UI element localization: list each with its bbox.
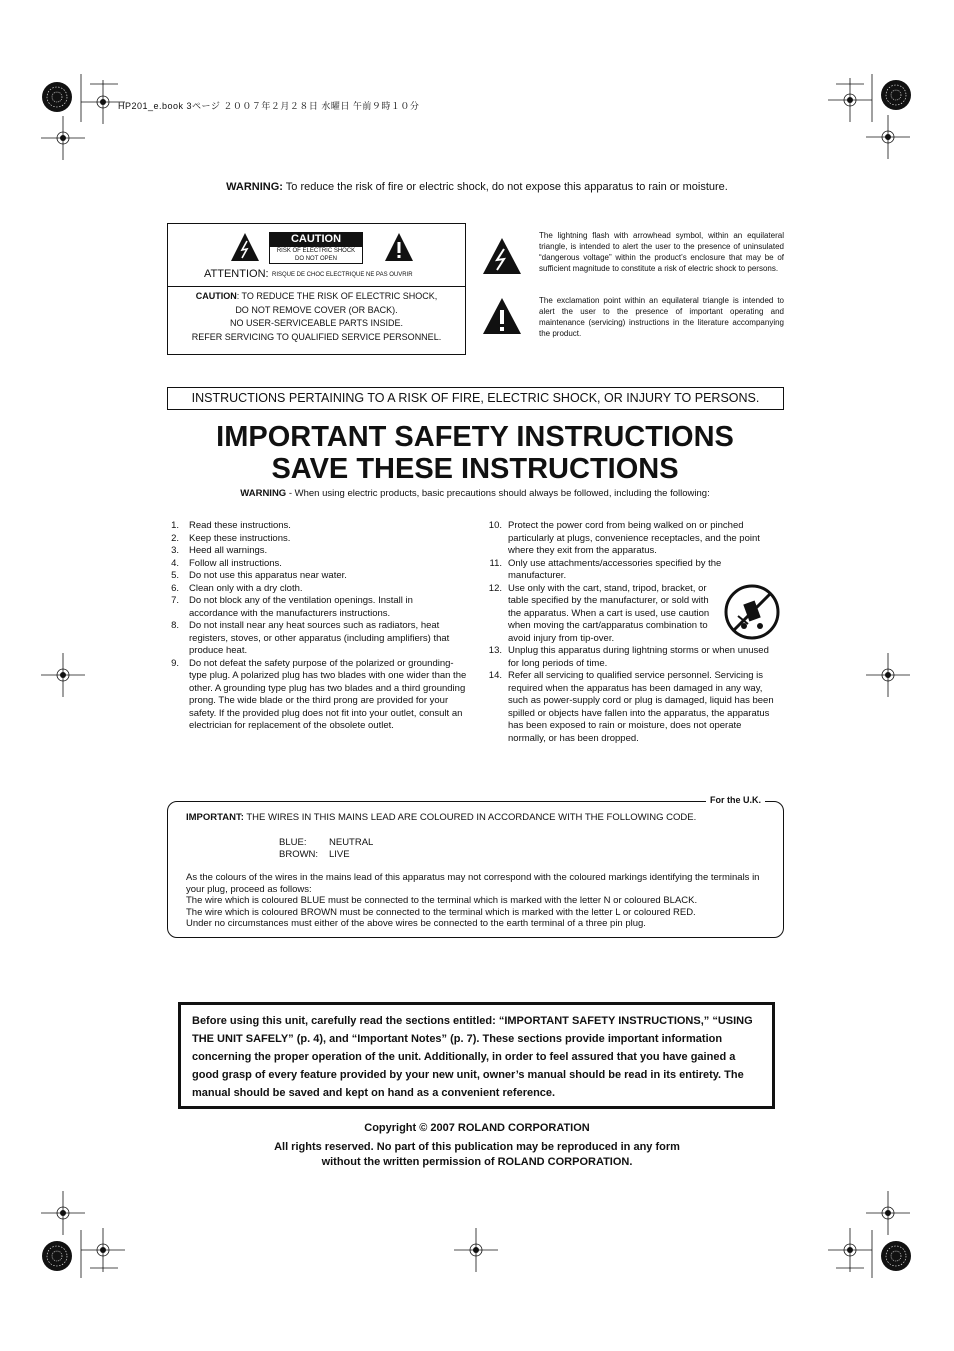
item-text: Do not use this apparatus near water. xyxy=(189,570,347,581)
list-item xyxy=(161,545,471,558)
page-subtitle: SAVE THESE INSTRUCTIONS xyxy=(271,453,679,485)
list-item xyxy=(161,620,471,658)
item-number: 6. xyxy=(171,582,179,594)
cart-tipover-icon xyxy=(724,584,780,640)
list-item xyxy=(161,583,471,596)
rights-line-2: without the written permission of ROLAND CORPORATION. xyxy=(321,1156,633,1168)
risk-label xyxy=(269,246,363,264)
list-item xyxy=(161,570,471,583)
caution-text xyxy=(168,290,465,344)
item-text: Do not defeat the safety purpose of the polarized or grounding-type plug. A polarized plug has two blades with one wider than the other. A grounding type plug has two blades and a third grounding prong. The wide blade or the third prong are provided for your safety. If the provided plug does not fit into your outlet, consult an electrician for replacement of the obsolete outlet. xyxy=(189,657,467,731)
rights-line-1: All rights reserved. No part of this publication may be reproduced in any form xyxy=(274,1141,680,1153)
item-number: 5. xyxy=(171,570,179,581)
list-item xyxy=(480,645,780,670)
item-number: 11. xyxy=(489,557,502,569)
exclamation-triangle-icon xyxy=(482,297,522,335)
exclamation-triangle-icon xyxy=(384,232,414,262)
lightning-explanation: The lightning flash with arrowhead symbol, within an equilateral triangle, is intended to alert the user to the presence of uninsulated “dangerous voltage” within the product’s enclosure that may be of sufficient magnitude to constitute a risk of electric shock to persons. xyxy=(539,231,784,273)
exclamation-explanation: The exclamation point within an equilateral triangle is intended to alert the user to the presence of important operating and maintenance (servicing) instructions in the literature accompanying the product. xyxy=(539,296,784,338)
item-text: Use only with the cart, stand, tripod, bracket, or table specified by the manufacturer, or sold with the apparatus. When a cart is used, use caution when moving the cart/apparatus combination to avoid injury from tip-over. xyxy=(508,582,710,644)
item-number: 10. xyxy=(488,520,502,531)
item-number: 1. xyxy=(171,520,179,531)
wire-brown-value: LIVE xyxy=(329,849,350,860)
caution-line-3: NO USER-SERVICEABLE PARTS INSIDE. xyxy=(229,318,404,328)
caution-line-4: REFER SERVICING TO QUALIFIED SERVICE PERSONNEL. xyxy=(191,331,442,342)
pertaining-banner: INSTRUCTIONS PERTAINING TO A RISK OF FIRE, ELECTRIC SHOCK, OR INJURY TO PERSONS. xyxy=(167,387,784,410)
risque-label: RISQUE DE CHOC ELECTRIQUE NE PAS OUVRIR xyxy=(272,272,413,278)
risk-line-2: DO NOT OPEN xyxy=(295,256,337,262)
item-number: 13. xyxy=(488,645,502,656)
item-number: 14. xyxy=(488,670,502,681)
lightning-triangle-icon xyxy=(230,232,260,262)
item-number: 2. xyxy=(171,532,179,544)
item-number: 8. xyxy=(171,620,179,631)
precautions-warning-label: WARNING xyxy=(240,488,287,499)
list-item xyxy=(161,520,471,533)
uk-tag: For the U.K. xyxy=(706,795,765,805)
uk-wiring-box xyxy=(167,795,784,938)
list-item xyxy=(480,520,780,558)
uk-paragraph xyxy=(186,872,766,930)
uk-para-3: The wire which is coloured BROWN must be connected to the terminal which is marked with the letter L or coloured RED. xyxy=(186,906,696,918)
precautions-warning-text: - When using electric products, basic precautions should always be followed, including the following: xyxy=(286,488,710,499)
list-item xyxy=(480,558,780,583)
page-title: IMPORTANT SAFETY INSTRUCTIONS xyxy=(216,421,734,453)
uk-important-text: THE WIRES IN THIS MAINS LEAD ARE COLOURED IN ACCORDANCE WITH THE FOLLOWING CODE. xyxy=(243,812,697,823)
item-text: Keep these instructions. xyxy=(189,532,291,544)
read-notice-text: Before using this unit, carefully read the sections entitled: “IMPORTANT SAFETY INSTRUCTIONS,” “USING THE UNIT SAFELY” (p. 4), and “Important Notes” (p. 7). These sections provide important information concerning the proper operation of the unit. Additionally, in order to feel assured that you have gained a good grasp of every feature provided by your new unit, owner’s manual should be read in its entirety. The manual should be saved and kept on hand as a convenient reference. xyxy=(192,1015,753,1099)
attention-label: ATTENTION: xyxy=(204,268,269,280)
rain-warning xyxy=(0,181,954,193)
item-text: Follow all instructions. xyxy=(189,557,282,569)
wire-blue-label: BLUE: xyxy=(279,837,307,848)
list-item xyxy=(161,533,471,546)
item-text: Do not install near any heat sources such as radiators, heat registers, stoves, or other apparatus (including amplifiers) that produce heat. xyxy=(189,620,450,656)
caution-line-1: : TO REDUCE THE RISK OF ELECTRIC SHOCK, xyxy=(236,291,438,301)
copyright: Copyright © 2007 ROLAND CORPORATION xyxy=(364,1122,590,1134)
item-number: 3. xyxy=(171,545,179,556)
list-item xyxy=(480,670,780,745)
item-number: 9. xyxy=(171,657,179,669)
uk-important xyxy=(186,812,776,824)
precautions-warning xyxy=(0,488,950,499)
caution-label: CAUTION xyxy=(269,232,363,246)
list-item xyxy=(161,558,471,571)
instructions-list-left xyxy=(161,520,471,733)
item-number: 7. xyxy=(171,595,179,606)
item-text: Protect the power cord from being walked on or pinched particularly at plugs, convenience receptacles, and the point where they exit from the apparatus. xyxy=(508,520,760,556)
uk-para-2: The wire which is coloured BLUE must be connected to the terminal which is marked with the letter N or coloured BLACK. xyxy=(186,895,698,906)
item-text: Clean only with a dry cloth. xyxy=(189,582,303,594)
file-info-header: HP201_e.book 3ページ ２００７年２月２８日 水曜日 午前９時１０分 xyxy=(118,101,420,111)
wire-brown-label: BROWN: xyxy=(279,849,319,860)
item-text: Unplug this apparatus during lightning storms or when unused for long periods of time. xyxy=(508,645,769,669)
item-text: Only use attachments/accessories specified by the manufacturer. xyxy=(508,557,722,581)
risk-line-1: RISK OF ELECTRIC SHOCK xyxy=(276,248,356,254)
item-text: Heed all warnings. xyxy=(189,545,268,556)
caution-line-label: CAUTION xyxy=(195,291,237,301)
uk-para-1: As the colours of the wires in the mains lead of this apparatus may not correspond with the coloured markings identifying the terminals in your plug, proceed as follows: xyxy=(186,872,760,895)
uk-important-label: IMPORTANT: xyxy=(186,812,244,823)
item-number: 4. xyxy=(171,557,179,569)
wire-blue-value: NEUTRAL xyxy=(329,837,374,848)
warning-text: To reduce the risk of fire or electric shock, do not expose this apparatus to rain or moisture. xyxy=(282,181,728,193)
warning-label: WARNING: xyxy=(226,181,283,193)
caution-box-header xyxy=(168,224,465,287)
uk-para-4: Under no circumstances must either of the above wires be connected to the earth terminal of a three pin plug. xyxy=(186,918,646,929)
lightning-triangle-icon xyxy=(482,237,522,275)
item-text: Do not block any of the ventilation openings. Install in accordance with the manufacturers instructions. xyxy=(189,595,413,619)
read-notice-box xyxy=(178,1002,775,1109)
item-text: Refer all servicing to qualified service personnel. Servicing is required when the apparatus has been damaged in any way, such as power-supply cord or plug is damaged, liquid has been spilled or objects have fallen into the apparatus, the apparatus has been exposed to rain or moisture, does not operate normally, or has been dropped. xyxy=(508,670,774,744)
list-item xyxy=(161,595,471,620)
list-item xyxy=(161,658,471,733)
item-number: 12. xyxy=(488,582,502,594)
item-text: Read these instructions. xyxy=(189,520,291,531)
caution-box xyxy=(167,223,466,355)
caution-line-2: DO NOT REMOVE COVER (OR BACK). xyxy=(235,304,398,315)
